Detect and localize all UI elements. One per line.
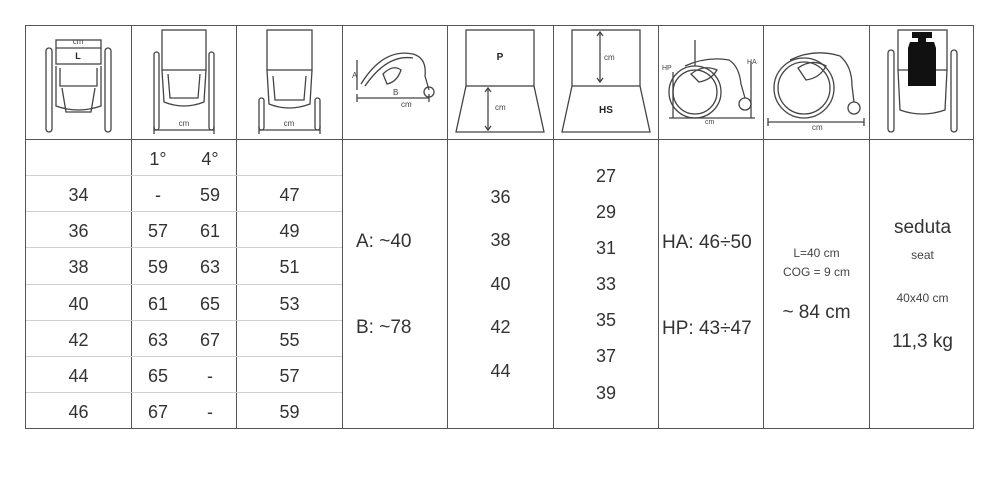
camber-1-value: 67 bbox=[147, 402, 169, 422]
seat-width-value: 34 bbox=[68, 185, 89, 205]
camber-1-column bbox=[132, 140, 184, 428]
camber-4-value: - bbox=[207, 402, 213, 422]
seat-width-value: 40 bbox=[68, 294, 89, 314]
backrest-height-value: 36 bbox=[490, 187, 511, 207]
overall-length-value: ~ 84 cm bbox=[782, 302, 851, 323]
frame-b-value: B: ~78 bbox=[356, 317, 412, 338]
camber-4-header: 4° bbox=[201, 149, 219, 169]
ha-hp-height-icon bbox=[659, 26, 763, 140]
svg-text:cm: cm bbox=[604, 53, 615, 62]
camber-4-value: - bbox=[207, 366, 213, 386]
svg-text:A: A bbox=[352, 71, 358, 80]
spec-table bbox=[25, 25, 974, 429]
seat-height-column bbox=[554, 140, 658, 428]
camber-1-value: - bbox=[155, 185, 161, 205]
seat-height-value: 33 bbox=[595, 274, 617, 294]
svg-text:HA: HA bbox=[747, 59, 757, 66]
camber-4-column bbox=[184, 140, 236, 428]
backrest-height-value: 40 bbox=[490, 274, 511, 294]
camber-1-header: 1° bbox=[149, 149, 167, 169]
camber-4-value: 63 bbox=[199, 257, 221, 277]
camber-1-value: 61 bbox=[147, 294, 169, 314]
backrest-height-value: 38 bbox=[490, 230, 511, 250]
backrest-height-icon bbox=[448, 26, 553, 140]
overall-width-value: 49 bbox=[279, 221, 300, 241]
weight-value: 11,3 kg bbox=[892, 331, 953, 352]
seat-width-value: 44 bbox=[68, 366, 89, 386]
svg-text:HP: HP bbox=[662, 65, 672, 72]
svg-text:cm: cm bbox=[72, 37, 84, 46]
seat-label: seat bbox=[911, 248, 934, 262]
seduta-label: seduta bbox=[893, 217, 952, 238]
seat-height-value: 31 bbox=[595, 238, 617, 258]
camber-4-value: 67 bbox=[199, 330, 221, 350]
seat-width-value: 36 bbox=[68, 221, 89, 241]
seat-width-value: 38 bbox=[68, 257, 89, 277]
seat-height-value: 37 bbox=[595, 346, 617, 366]
overall-width-icon bbox=[237, 26, 342, 140]
ha-value: HA: 46÷50 bbox=[662, 232, 752, 253]
svg-text:cm: cm bbox=[401, 100, 412, 109]
svg-text:cm: cm bbox=[812, 123, 823, 132]
seat-width-icon bbox=[26, 26, 131, 140]
frame-a-value: A: ~40 bbox=[356, 231, 412, 252]
camber-4-value: 65 bbox=[199, 294, 221, 314]
seat-width-column bbox=[26, 140, 131, 428]
hp-value: HP: 43÷47 bbox=[662, 318, 752, 339]
weight-icon bbox=[870, 26, 975, 140]
overall-width-value: 59 bbox=[279, 402, 300, 422]
ha-hp-column bbox=[659, 140, 763, 428]
camber-4-value: 61 bbox=[199, 221, 221, 241]
camber-1-value: 59 bbox=[147, 257, 169, 277]
weight-column bbox=[870, 140, 975, 428]
backrest-height-value: 42 bbox=[490, 317, 511, 337]
frame-profile-column bbox=[343, 140, 447, 428]
seat-height-value: 27 bbox=[595, 166, 617, 186]
overall-width-column bbox=[237, 140, 342, 428]
seat-height-value: 35 bbox=[595, 310, 617, 330]
overall-length-column bbox=[764, 140, 869, 428]
svg-text:cm: cm bbox=[283, 119, 295, 128]
svg-text:cm: cm bbox=[178, 119, 190, 128]
svg-text:B: B bbox=[393, 88, 399, 97]
frame-width-icon bbox=[132, 26, 236, 140]
overall-width-value: 51 bbox=[279, 257, 300, 277]
cog-value: COG = 9 cm bbox=[782, 265, 850, 279]
camber-4-value: 59 bbox=[199, 185, 221, 205]
seat-size-value: 40x40 cm bbox=[896, 291, 949, 305]
overall-width-value: 47 bbox=[279, 185, 300, 205]
svg-text:cm: cm bbox=[705, 119, 715, 126]
camber-1-value: 65 bbox=[147, 366, 169, 386]
svg-text:cm: cm bbox=[495, 103, 506, 112]
overall-length-icon bbox=[764, 26, 869, 140]
overall-width-value: 53 bbox=[279, 294, 300, 314]
svg-text:L: L bbox=[75, 51, 81, 61]
backrest-height-column bbox=[448, 140, 553, 428]
camber-1-value: 63 bbox=[147, 330, 169, 350]
camber-1-value: 57 bbox=[147, 221, 169, 241]
seat-height-value: 39 bbox=[595, 383, 617, 403]
frame-profile-icon bbox=[343, 26, 447, 140]
svg-text:HS: HS bbox=[599, 105, 613, 116]
seat-width-value: 42 bbox=[68, 330, 89, 350]
svg-text:P: P bbox=[496, 52, 504, 63]
seat-width-value: 46 bbox=[68, 402, 89, 422]
overall-width-value: 55 bbox=[279, 330, 300, 350]
overall-width-value: 57 bbox=[279, 366, 300, 386]
frame-length-value: L=40 cm bbox=[793, 246, 840, 260]
backrest-height-value: 44 bbox=[490, 361, 511, 381]
seat-height-icon bbox=[554, 26, 658, 140]
seat-height-value: 29 bbox=[595, 202, 617, 222]
